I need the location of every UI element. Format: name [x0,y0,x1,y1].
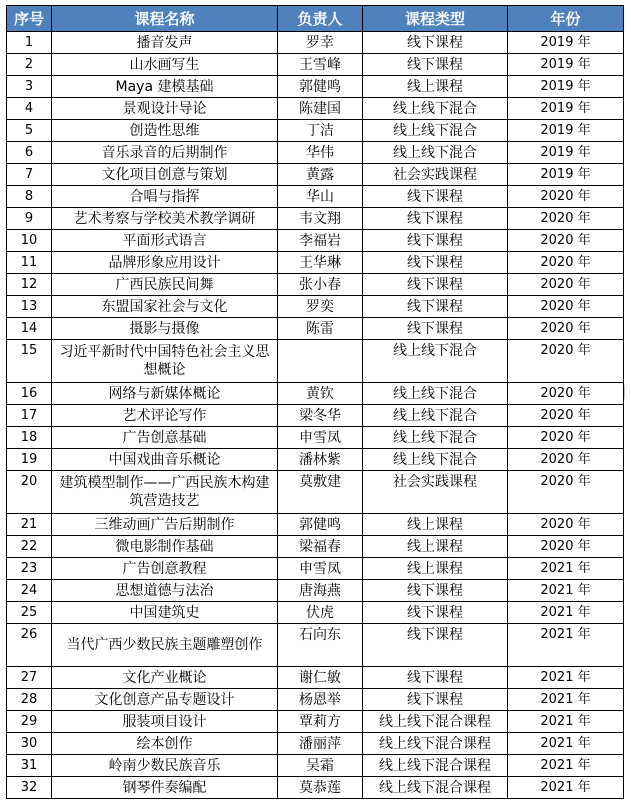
table-row [7,98,624,120]
cell-index: 2 [7,54,52,76]
cell-course-type: 线上课程 [363,536,508,558]
cell-course-type: 线下课程 [363,602,508,624]
cell-year: 2021 年 [508,558,624,580]
cell-course-name: 服装项目设计 [52,711,278,733]
cell-course-type: 线下课程 [363,667,508,689]
cell-index: 27 [7,667,52,689]
cell-owner: 黄露 [278,164,363,186]
cell-course-name: 中国戏曲音乐概论 [52,449,278,471]
cell-year: 2021 年 [508,667,624,689]
cell-course-name: 网络与新媒体概论 [52,383,278,405]
cell-index: 29 [7,711,52,733]
header-owner: 负责人 [278,6,363,32]
cell-index: 24 [7,580,52,602]
cell-course-type: 线下课程 [363,252,508,274]
cell-index: 14 [7,318,52,340]
cell-index: 3 [7,76,52,98]
cell-course-name: 山水画写生 [52,54,278,76]
cell-course-type: 线上线下混合 [363,427,508,449]
cell-year: 2019 年 [508,76,624,98]
cell-owner: 唐海燕 [278,580,363,602]
cell-owner: 申雪凤 [278,427,363,449]
cell-index: 6 [7,142,52,164]
cell-year: 2019 年 [508,120,624,142]
course-table [6,5,624,799]
cell-year: 2020 年 [508,318,624,340]
table-row [7,733,624,755]
cell-course-type: 线上线下混合课程 [363,777,508,799]
table-row [7,120,624,142]
cell-course-name: 艺术考察与学校美术教学调研 [52,208,278,230]
cell-course-type: 线上课程 [363,76,508,98]
cell-owner: 丁洁 [278,120,363,142]
cell-year: 2020 年 [508,252,624,274]
cell-course-type: 线上线下混合课程 [363,733,508,755]
cell-year: 2021 年 [508,733,624,755]
cell-index: 18 [7,427,52,449]
cell-course-name: 广西民族民间舞 [52,274,278,296]
cell-index: 21 [7,514,52,536]
table-row [7,318,624,340]
cell-year: 2020 年 [508,449,624,471]
cell-course-type: 线下课程 [363,208,508,230]
cell-year: 2020 年 [508,186,624,208]
header-year: 年份 [508,6,624,32]
cell-course-name: 创造性思维 [52,120,278,142]
table-row [7,76,624,98]
table-body [7,32,624,799]
cell-owner [278,340,363,383]
cell-owner: 罗奕 [278,296,363,318]
cell-course-name: 东盟国家社会与文化 [52,296,278,318]
cell-owner: 梁冬华 [278,405,363,427]
cell-course-name: 艺术评论写作 [52,405,278,427]
cell-year: 2019 年 [508,142,624,164]
cell-course-type: 线上线下混合课程 [363,755,508,777]
cell-index: 17 [7,405,52,427]
cell-course-name: 广告创意基础 [52,427,278,449]
cell-owner: 申雪凤 [278,558,363,580]
table-row [7,252,624,274]
cell-course-name: 品牌形象应用设计 [52,252,278,274]
table-row [7,296,624,318]
cell-course-type: 线上线下混合 [363,120,508,142]
cell-course-type: 线下课程 [363,230,508,252]
cell-course-name: 合唱与指挥 [52,186,278,208]
cell-course-type: 线上线下混合 [363,405,508,427]
header-index: 序号 [7,6,52,32]
table-row [7,32,624,54]
table-row [7,624,624,667]
cell-year: 2020 年 [508,274,624,296]
table-row [7,274,624,296]
cell-owner: 郭健鸣 [278,76,363,98]
cell-owner: 莫恭莲 [278,777,363,799]
cell-year: 2019 年 [508,164,624,186]
table-row [7,142,624,164]
cell-index: 1 [7,32,52,54]
cell-course-type: 社会实践课程 [363,471,508,514]
cell-owner: 石向东 [278,624,363,667]
cell-course-name: 中国建筑史 [52,602,278,624]
cell-index: 13 [7,296,52,318]
cell-course-name: 景观设计导论 [52,98,278,120]
cell-index: 30 [7,733,52,755]
cell-course-type: 线下课程 [363,54,508,76]
cell-year: 2020 年 [508,383,624,405]
header-course-type: 课程类型 [363,6,508,32]
cell-course-name: 广告创意教程 [52,558,278,580]
table-row [7,340,624,383]
cell-index: 4 [7,98,52,120]
table-row [7,164,624,186]
cell-course-name: 文化项目创意与策划 [52,164,278,186]
cell-course-type: 线上线下混合 [363,340,508,383]
cell-course-name: 岭南少数民族音乐 [52,755,278,777]
cell-index: 11 [7,252,52,274]
cell-year: 2020 年 [508,471,624,514]
course-table-container [6,5,624,799]
table-row [7,54,624,76]
cell-year: 2021 年 [508,602,624,624]
table-row [7,711,624,733]
cell-index: 16 [7,383,52,405]
cell-course-name: 平面形式语言 [52,230,278,252]
table-row [7,755,624,777]
cell-owner: 罗幸 [278,32,363,54]
cell-owner: 潘丽萍 [278,733,363,755]
cell-year: 2020 年 [508,427,624,449]
table-row [7,449,624,471]
cell-index: 32 [7,777,52,799]
cell-year: 2021 年 [508,755,624,777]
table-row [7,514,624,536]
cell-course-type: 线上课程 [363,558,508,580]
cell-year: 2019 年 [508,54,624,76]
cell-year: 2020 年 [508,340,624,383]
cell-year: 2019 年 [508,32,624,54]
cell-owner: 华山 [278,186,363,208]
cell-year: 2020 年 [508,514,624,536]
cell-index: 15 [7,340,52,383]
cell-year: 2021 年 [508,689,624,711]
cell-course-type: 线下课程 [363,580,508,602]
cell-owner: 黄钦 [278,383,363,405]
cell-year: 2020 年 [508,405,624,427]
table-row [7,471,624,514]
cell-course-name: 当代广西少数民族主题雕塑创作 [52,624,278,667]
cell-year: 2019 年 [508,98,624,120]
cell-year: 2020 年 [508,230,624,252]
table-row [7,208,624,230]
cell-index: 5 [7,120,52,142]
cell-course-name: 钢琴件奏编配 [52,777,278,799]
cell-course-type: 线下课程 [363,186,508,208]
cell-course-type: 线上课程 [363,514,508,536]
table-row [7,427,624,449]
table-row [7,689,624,711]
table-row [7,405,624,427]
table-row [7,383,624,405]
cell-index: 28 [7,689,52,711]
cell-course-type: 线上线下混合 [363,383,508,405]
cell-course-type: 线下课程 [363,296,508,318]
cell-year: 2021 年 [508,777,624,799]
cell-year: 2020 年 [508,536,624,558]
sheet-edge-mark [624,385,631,399]
cell-index: 12 [7,274,52,296]
cell-course-type: 线下课程 [363,689,508,711]
cell-course-type: 线下课程 [363,318,508,340]
cell-course-name: 音乐录音的后期制作 [52,142,278,164]
cell-index: 23 [7,558,52,580]
cell-owner: 陈雷 [278,318,363,340]
cell-course-name: 建筑模型制作——广西民族木构建筑营造技艺 [52,471,278,514]
table-row [7,186,624,208]
cell-course-name: 习近平新时代中国特色社会主义思想概论 [52,340,278,383]
cell-course-type: 线上线下混合课程 [363,711,508,733]
cell-owner: 伏虎 [278,602,363,624]
cell-year: 2020 年 [508,296,624,318]
table-row [7,777,624,799]
cell-course-name: 摄影与摄像 [52,318,278,340]
cell-owner: 梁福春 [278,536,363,558]
cell-course-name: 绘本创作 [52,733,278,755]
cell-index: 26 [7,624,52,667]
cell-owner: 莫敷建 [278,471,363,514]
cell-course-type: 线上线下混合 [363,449,508,471]
table-row [7,230,624,252]
cell-owner: 王雪峰 [278,54,363,76]
cell-owner: 吴霜 [278,755,363,777]
cell-course-name: 微电影制作基础 [52,536,278,558]
cell-owner: 郭健鸣 [278,514,363,536]
cell-owner: 张小春 [278,274,363,296]
cell-index: 19 [7,449,52,471]
table-row [7,536,624,558]
cell-index: 25 [7,602,52,624]
cell-course-type: 线下课程 [363,624,508,667]
cell-owner: 陈建国 [278,98,363,120]
cell-index: 20 [7,471,52,514]
cell-course-type: 线下课程 [363,32,508,54]
cell-owner: 潘林紫 [278,449,363,471]
cell-course-type: 线下课程 [363,274,508,296]
cell-course-name: Maya 建模基础 [52,76,278,98]
table-row [7,580,624,602]
cell-owner: 王华琳 [278,252,363,274]
cell-course-type: 线上线下混合 [363,142,508,164]
table-header-row [7,6,624,32]
table-row [7,667,624,689]
cell-year: 2021 年 [508,580,624,602]
cell-course-name: 文化产业概论 [52,667,278,689]
cell-course-type: 社会实践课程 [363,164,508,186]
cell-owner: 华伟 [278,142,363,164]
cell-course-name: 思想道德与法治 [52,580,278,602]
table-row [7,558,624,580]
cell-owner: 谢仁敏 [278,667,363,689]
cell-owner: 覃莉方 [278,711,363,733]
cell-index: 7 [7,164,52,186]
cell-owner: 李福岩 [278,230,363,252]
cell-year: 2021 年 [508,711,624,733]
cell-course-name: 三维动画广告后期制作 [52,514,278,536]
table-row [7,602,624,624]
cell-index: 31 [7,755,52,777]
cell-index: 9 [7,208,52,230]
cell-index: 22 [7,536,52,558]
cell-year: 2021 年 [508,624,624,667]
cell-year: 2020 年 [508,208,624,230]
cell-course-name: 播音发声 [52,32,278,54]
cell-course-name: 文化创意产品专题设计 [52,689,278,711]
cell-course-type: 线上线下混合 [363,98,508,120]
cell-owner: 韦文翔 [278,208,363,230]
cell-index: 10 [7,230,52,252]
cell-owner: 杨恩举 [278,689,363,711]
cell-index: 8 [7,186,52,208]
header-course-name: 课程名称 [52,6,278,32]
